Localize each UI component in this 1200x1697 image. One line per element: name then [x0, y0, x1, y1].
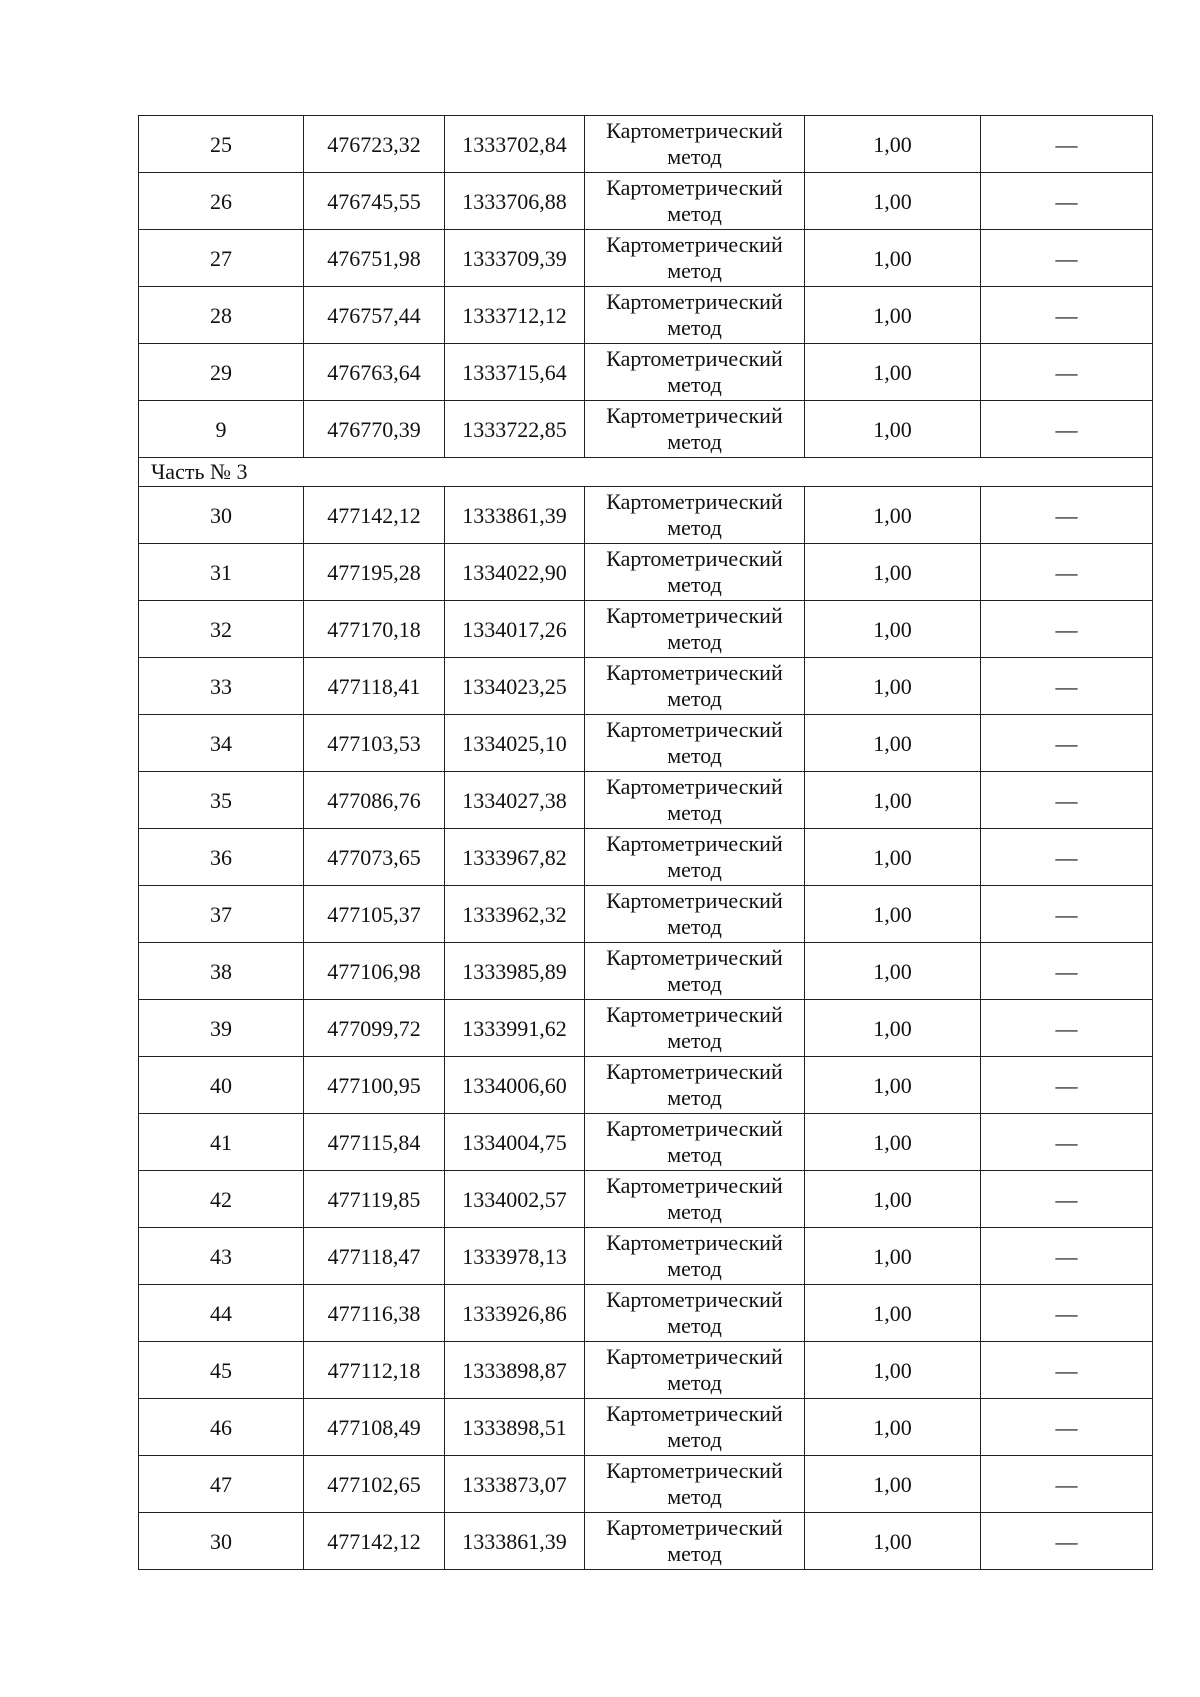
x-coordinate-cell: 477142,12 [304, 1513, 445, 1570]
dash-mark: — [1055, 1300, 1078, 1326]
x-coordinate-cell: 477103,53 [304, 715, 445, 772]
x-coordinate-cell: 477119,85 [304, 1171, 445, 1228]
note-cell [981, 287, 1153, 344]
method-cell: Картометрический метод [585, 1057, 805, 1114]
dash-mark: — [1055, 245, 1078, 271]
method-cell: Картометрический метод [585, 1114, 805, 1171]
note-cell [981, 601, 1153, 658]
table-row [139, 1114, 1153, 1171]
coordinates-table-body [139, 116, 1153, 1570]
table-row [139, 544, 1153, 601]
y-coordinate-cell: 1333898,87 [445, 1342, 585, 1399]
note-cell [981, 1057, 1153, 1114]
dash-mark: — [1055, 131, 1078, 157]
table-row [139, 230, 1153, 287]
precision-cell: 1,00 [805, 1456, 981, 1513]
table-row [139, 116, 1153, 173]
precision-cell: 1,00 [805, 173, 981, 230]
precision-cell: 1,00 [805, 1228, 981, 1285]
x-coordinate-cell: 477102,65 [304, 1456, 445, 1513]
point-number-cell: 42 [139, 1171, 304, 1228]
dash-mark: — [1055, 559, 1078, 585]
precision-cell: 1,00 [805, 1171, 981, 1228]
x-coordinate-cell: 476751,98 [304, 230, 445, 287]
point-number-cell: 30 [139, 1513, 304, 1570]
y-coordinate-cell: 1334006,60 [445, 1057, 585, 1114]
point-number-cell: 37 [139, 886, 304, 943]
x-coordinate-cell: 477106,98 [304, 943, 445, 1000]
precision-cell: 1,00 [805, 1114, 981, 1171]
method-cell: Картометрический метод [585, 715, 805, 772]
note-cell [981, 715, 1153, 772]
point-number-cell: 47 [139, 1456, 304, 1513]
point-number-cell: 30 [139, 487, 304, 544]
dash-mark: — [1055, 1414, 1078, 1440]
precision-cell: 1,00 [805, 1000, 981, 1057]
note-cell [981, 487, 1153, 544]
point-number-cell: 9 [139, 401, 304, 458]
dash-mark: — [1055, 359, 1078, 385]
point-number-cell: 31 [139, 544, 304, 601]
dash-mark: — [1055, 1243, 1078, 1269]
x-coordinate-cell: 477118,47 [304, 1228, 445, 1285]
x-coordinate-cell: 477115,84 [304, 1114, 445, 1171]
y-coordinate-cell: 1333861,39 [445, 1513, 585, 1570]
x-coordinate-cell: 477086,76 [304, 772, 445, 829]
precision-cell: 1,00 [805, 401, 981, 458]
method-cell: Картометрический метод [585, 287, 805, 344]
x-coordinate-cell: 477105,37 [304, 886, 445, 943]
method-cell: Картометрический метод [585, 829, 805, 886]
precision-cell: 1,00 [805, 601, 981, 658]
table-row [139, 601, 1153, 658]
dash-mark: — [1055, 1072, 1078, 1098]
method-cell: Картометрический метод [585, 1399, 805, 1456]
table-row [139, 1228, 1153, 1285]
dash-mark: — [1055, 787, 1078, 813]
method-cell: Картометрический метод [585, 1513, 805, 1570]
precision-cell: 1,00 [805, 1285, 981, 1342]
y-coordinate-cell: 1334002,57 [445, 1171, 585, 1228]
dash-mark: — [1055, 1186, 1078, 1212]
dash-mark: — [1055, 502, 1078, 528]
dash-mark: — [1055, 1129, 1078, 1155]
table-row [139, 1456, 1153, 1513]
y-coordinate-cell: 1334023,25 [445, 658, 585, 715]
method-cell: Картометрический метод [585, 772, 805, 829]
x-coordinate-cell: 477118,41 [304, 658, 445, 715]
method-cell: Картометрический метод [585, 601, 805, 658]
point-number-cell: 44 [139, 1285, 304, 1342]
method-cell: Картометрический метод [585, 173, 805, 230]
y-coordinate-cell: 1334027,38 [445, 772, 585, 829]
method-cell: Картометрический метод [585, 344, 805, 401]
point-number-cell: 32 [139, 601, 304, 658]
method-cell: Картометрический метод [585, 1342, 805, 1399]
precision-cell: 1,00 [805, 116, 981, 173]
y-coordinate-cell: 1333709,39 [445, 230, 585, 287]
table-row [139, 344, 1153, 401]
note-cell [981, 173, 1153, 230]
method-cell: Картометрический метод [585, 487, 805, 544]
table-row [139, 1342, 1153, 1399]
point-number-cell: 36 [139, 829, 304, 886]
point-number-cell: 29 [139, 344, 304, 401]
note-cell [981, 544, 1153, 601]
x-coordinate-cell: 477100,95 [304, 1057, 445, 1114]
table-row [139, 886, 1153, 943]
method-cell: Картометрический метод [585, 401, 805, 458]
point-number-cell: 27 [139, 230, 304, 287]
dash-mark: — [1055, 188, 1078, 214]
point-number-cell: 28 [139, 287, 304, 344]
point-number-cell: 41 [139, 1114, 304, 1171]
table-row [139, 1057, 1153, 1114]
note-cell [981, 886, 1153, 943]
y-coordinate-cell: 1333991,62 [445, 1000, 585, 1057]
x-coordinate-cell: 476723,32 [304, 116, 445, 173]
precision-cell: 1,00 [805, 544, 981, 601]
dash-mark: — [1055, 844, 1078, 870]
y-coordinate-cell: 1333978,13 [445, 1228, 585, 1285]
precision-cell: 1,00 [805, 1399, 981, 1456]
note-cell [981, 1114, 1153, 1171]
y-coordinate-cell: 1333962,32 [445, 886, 585, 943]
method-cell: Картометрический метод [585, 658, 805, 715]
dash-mark: — [1055, 1528, 1078, 1554]
method-cell: Картометрический метод [585, 1228, 805, 1285]
precision-cell: 1,00 [805, 1513, 981, 1570]
point-number-cell: 38 [139, 943, 304, 1000]
dash-mark: — [1055, 1357, 1078, 1383]
dash-mark: — [1055, 416, 1078, 442]
table-row [139, 1171, 1153, 1228]
note-cell [981, 116, 1153, 173]
table-row [139, 1285, 1153, 1342]
table-row [139, 401, 1153, 458]
table-row [139, 1513, 1153, 1570]
x-coordinate-cell: 477142,12 [304, 487, 445, 544]
dash-mark: — [1055, 673, 1078, 699]
y-coordinate-cell: 1333967,82 [445, 829, 585, 886]
point-number-cell: 43 [139, 1228, 304, 1285]
method-cell: Картометрический метод [585, 230, 805, 287]
x-coordinate-cell: 476745,55 [304, 173, 445, 230]
coordinates-table [138, 115, 1153, 1570]
y-coordinate-cell: 1333722,85 [445, 401, 585, 458]
precision-cell: 1,00 [805, 1057, 981, 1114]
x-coordinate-cell: 476770,39 [304, 401, 445, 458]
point-number-cell: 45 [139, 1342, 304, 1399]
note-cell [981, 1285, 1153, 1342]
precision-cell: 1,00 [805, 287, 981, 344]
precision-cell: 1,00 [805, 943, 981, 1000]
dash-mark: — [1055, 958, 1078, 984]
y-coordinate-cell: 1334004,75 [445, 1114, 585, 1171]
dash-mark: — [1055, 302, 1078, 328]
note-cell [981, 1171, 1153, 1228]
y-coordinate-cell: 1333706,88 [445, 173, 585, 230]
note-cell [981, 772, 1153, 829]
dash-mark: — [1055, 616, 1078, 642]
point-number-cell: 39 [139, 1000, 304, 1057]
note-cell [981, 1228, 1153, 1285]
x-coordinate-cell: 477195,28 [304, 544, 445, 601]
note-cell [981, 1456, 1153, 1513]
note-cell [981, 829, 1153, 886]
method-cell: Картометрический метод [585, 544, 805, 601]
method-cell: Картометрический метод [585, 1171, 805, 1228]
y-coordinate-cell: 1333702,84 [445, 116, 585, 173]
precision-cell: 1,00 [805, 772, 981, 829]
table-row [139, 173, 1153, 230]
method-cell: Картометрический метод [585, 886, 805, 943]
note-cell [981, 658, 1153, 715]
x-coordinate-cell: 476757,44 [304, 287, 445, 344]
precision-cell: 1,00 [805, 715, 981, 772]
table-row [139, 829, 1153, 886]
point-number-cell: 26 [139, 173, 304, 230]
method-cell: Картометрический метод [585, 943, 805, 1000]
y-coordinate-cell: 1333926,86 [445, 1285, 585, 1342]
point-number-cell: 25 [139, 116, 304, 173]
y-coordinate-cell: 1333873,07 [445, 1456, 585, 1513]
y-coordinate-cell: 1333861,39 [445, 487, 585, 544]
precision-cell: 1,00 [805, 230, 981, 287]
x-coordinate-cell: 477170,18 [304, 601, 445, 658]
x-coordinate-cell: 477108,49 [304, 1399, 445, 1456]
point-number-cell: 46 [139, 1399, 304, 1456]
precision-cell: 1,00 [805, 886, 981, 943]
point-number-cell: 40 [139, 1057, 304, 1114]
table-row [139, 487, 1153, 544]
method-cell: Картометрический метод [585, 1456, 805, 1513]
y-coordinate-cell: 1334025,10 [445, 715, 585, 772]
y-coordinate-cell: 1333712,12 [445, 287, 585, 344]
point-number-cell: 34 [139, 715, 304, 772]
dash-mark: — [1055, 901, 1078, 927]
note-cell [981, 230, 1153, 287]
x-coordinate-cell: 477116,38 [304, 1285, 445, 1342]
note-cell [981, 943, 1153, 1000]
section-heading-row [139, 458, 1153, 487]
precision-cell: 1,00 [805, 658, 981, 715]
note-cell [981, 1000, 1153, 1057]
note-cell [981, 1513, 1153, 1570]
table-row [139, 1000, 1153, 1057]
method-cell: Картометрический метод [585, 116, 805, 173]
y-coordinate-cell: 1333898,51 [445, 1399, 585, 1456]
y-coordinate-cell: 1333985,89 [445, 943, 585, 1000]
note-cell [981, 344, 1153, 401]
dash-mark: — [1055, 1471, 1078, 1497]
precision-cell: 1,00 [805, 344, 981, 401]
method-cell: Картометрический метод [585, 1285, 805, 1342]
table-row [139, 287, 1153, 344]
y-coordinate-cell: 1334017,26 [445, 601, 585, 658]
x-coordinate-cell: 477112,18 [304, 1342, 445, 1399]
precision-cell: 1,00 [805, 1342, 981, 1399]
table-row [139, 772, 1153, 829]
point-number-cell: 35 [139, 772, 304, 829]
note-cell [981, 1399, 1153, 1456]
note-cell [981, 1342, 1153, 1399]
section-heading: Часть № 3 [139, 458, 1153, 487]
x-coordinate-cell: 477099,72 [304, 1000, 445, 1057]
table-row [139, 1399, 1153, 1456]
dash-mark: — [1055, 1015, 1078, 1041]
dash-mark: — [1055, 730, 1078, 756]
y-coordinate-cell: 1333715,64 [445, 344, 585, 401]
y-coordinate-cell: 1334022,90 [445, 544, 585, 601]
precision-cell: 1,00 [805, 487, 981, 544]
table-row [139, 658, 1153, 715]
table-row [139, 715, 1153, 772]
point-number-cell: 33 [139, 658, 304, 715]
precision-cell: 1,00 [805, 829, 981, 886]
table-row [139, 943, 1153, 1000]
method-cell: Картометрический метод [585, 1000, 805, 1057]
x-coordinate-cell: 476763,64 [304, 344, 445, 401]
note-cell [981, 401, 1153, 458]
x-coordinate-cell: 477073,65 [304, 829, 445, 886]
